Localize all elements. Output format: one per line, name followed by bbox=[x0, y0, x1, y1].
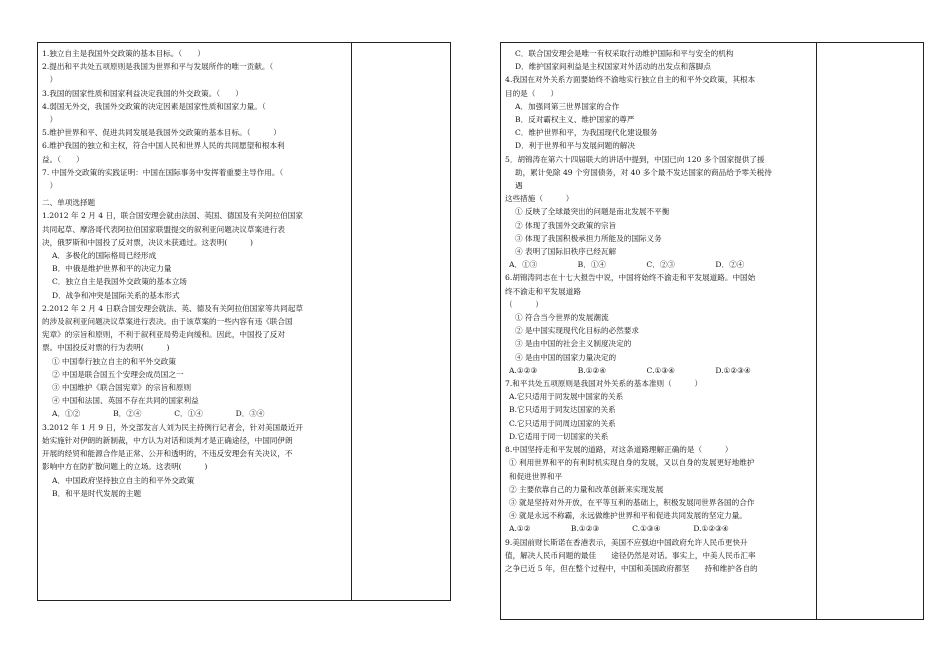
q1-option-a: A．多极化的国际格局已经形成 bbox=[52, 251, 157, 261]
q5-stem-line: 遇 bbox=[515, 181, 523, 191]
q2-choice-a: A．①② bbox=[52, 409, 81, 419]
q2-choice-b: B．②④ bbox=[113, 409, 142, 419]
q8-statement-4: ④ 就是永远不称霸，永远做维护世界和平和促进共同发展的坚定力量。 bbox=[509, 511, 747, 521]
q2-choice-d: D．③④ bbox=[235, 409, 265, 419]
q3-stem-line: 开展的经贸和能源合作是正常、公开和透明的，不违反安理会有关决议，不 bbox=[42, 449, 293, 459]
q2-stem-line: 2.2012 年 2 月 4 日联合国安理会就法、英、德及有关阿拉伯国家等共同起草 bbox=[42, 303, 303, 313]
judge-item-1: 1.独立自主是我国外交政策的基本目标。（ ） bbox=[42, 49, 205, 58]
q1-stem-line: 决，俄罗斯和中国投了反对票，决议未获通过。这表明( ) bbox=[42, 237, 253, 247]
q6-statement-1: ① 符合当今世界的发展潮流 bbox=[515, 313, 609, 323]
right-page-table bbox=[500, 42, 924, 620]
q3-option-c: C．联合国安理会是唯一有权采取行动维护国际和平与安全的机构 bbox=[515, 49, 734, 58]
q2-statement-2: ② 中国是联合国五个安理会成员国之一 bbox=[52, 369, 184, 379]
q7-option-d: D.它适用于同一切国家的关系 bbox=[509, 431, 609, 441]
q6-stem-line: （ ） bbox=[505, 299, 543, 309]
q8-stem-line: 8.中国坚持走和平发展的道路，对这条道路理解正确的是（ ） bbox=[505, 445, 733, 455]
judge-item-4-cont: ） bbox=[42, 115, 58, 125]
question-7 bbox=[505, 377, 812, 443]
q6-choices bbox=[505, 364, 812, 377]
q6-stem-line: 终不渝走和平发展道路 bbox=[505, 286, 581, 296]
q2-choices bbox=[42, 407, 347, 420]
q7-option-c: C.它只适用于同周边国家的关系 bbox=[509, 418, 616, 428]
q5-statement-1: ① 反映了全球最突出的问题是南北发展不平衡 bbox=[515, 207, 670, 217]
q4-option-c: C．维护世界和平，为我国现代化建设服务 bbox=[515, 128, 658, 138]
q5-statement-3: ③ 体现了我国积极承担力所能及的国际义务 bbox=[515, 233, 662, 243]
q1-option-d: D．战争和冲突是国际关系的基本形式 bbox=[52, 290, 180, 300]
q1-stem-line: 1.2012 年 2 月 4 日，联合国安理会就由法国、英国、德国及有关阿拉伯国家 bbox=[42, 211, 303, 221]
q7-option-b: B.它只适用于同发达国家的关系 bbox=[509, 405, 616, 415]
left-notes-cell bbox=[350, 43, 450, 600]
q4-stem-line: 4.我国在对外关系方面要始终不渝地实行独立自主的和平外交政策，其根本 bbox=[505, 75, 756, 85]
q8-choice-b: B.①②③ bbox=[570, 524, 600, 534]
q6-choice-c: C.①③④ bbox=[646, 365, 675, 375]
judge-item-5: 5.维护世界和平、促进共同发展是我国外交政策的基本目标。（ ） bbox=[42, 128, 281, 138]
right-notes-cell bbox=[815, 43, 923, 619]
question-9 bbox=[505, 536, 812, 576]
q4-option-d: D．利于世界和平与发展问题的解决 bbox=[515, 141, 635, 151]
q9-stem-line: 之争已近 5 年，但在整个过程中，中国和美国政府都坚 持和维护各自的 bbox=[505, 563, 758, 573]
q3-stem-line: 始实施针对伊朗的新制裁，中方认为对话和谈判才是正确途径，中国同伊朗 bbox=[42, 435, 293, 445]
q8-statement-2: ② 主要依靠自己的力量和改革创新来实现发展 bbox=[509, 484, 664, 494]
judge-item-6: 6.维护我国的独立和主权，符合中国人民和世界人民的共同愿望和根本利 bbox=[42, 141, 285, 151]
q3-option-a: A．中国政府坚持独立自主的和平外交政策 bbox=[52, 475, 195, 485]
q8-choice-a: A.①② bbox=[509, 524, 531, 534]
q7-option-a: A.它只适用于同发展中国家的关系 bbox=[509, 392, 624, 402]
judge-item-4: 4.弱国无外交，我国外交政策的决定因素是国家性质和国家力量。（ bbox=[42, 101, 266, 111]
q1-stem-line: 共同起草、摩洛哥代表阿拉伯国家联盟提交的叙利亚问题决议草案进行表 bbox=[42, 224, 285, 234]
q8-statement-1-cont: 和促进世界和平 bbox=[509, 471, 563, 481]
judge-item-2: 2.提出和平共处五项原则是我国为世界和平与发展所作的唯一贡献。（ bbox=[42, 62, 274, 72]
q9-stem-line: 值，解决人民币问题的最佳 途径仍然是对话。事实上，中美人民币汇率 bbox=[505, 550, 756, 560]
question-4 bbox=[505, 73, 812, 152]
section-title: 二、单项选择题 bbox=[42, 198, 96, 208]
q2-choice-c: C．①④ bbox=[174, 409, 203, 419]
q6-statement-3: ③ 是由中国的社会主义制度决定的 bbox=[515, 339, 632, 349]
q8-statement-3: ③ 就是坚持对外开放，在平等互利的基础上，积极发展同世界各国的合作 bbox=[509, 497, 755, 507]
q7-stem-line: 7.和平共处五项原则是我国对外关系的基本准则（ ） bbox=[505, 379, 703, 389]
q5-choice-a: A．①③ bbox=[509, 260, 538, 270]
q5-choices bbox=[505, 258, 812, 271]
q9-stem-line: 9.美国前财长斯诺在香港表示，美国不应强迫中国政府允许人民币更快升 bbox=[505, 537, 748, 547]
q6-stem-line: 6.胡锦涛同志在十七大报告中说，中国将始终不渝走和平发展道路。中国始 bbox=[505, 273, 756, 283]
q8-choice-c: C.①③④ bbox=[632, 524, 661, 534]
q6-statement-4: ④ 是由中国的国家力量决定的 bbox=[515, 352, 617, 362]
q5-choice-c: C．②③ bbox=[646, 260, 676, 270]
question-3 bbox=[42, 421, 347, 500]
left-content-cell bbox=[38, 43, 352, 600]
q3-option-b: B．和平是时代发展的主题 bbox=[52, 488, 142, 498]
q5-stem-line: 这些措施（ ） bbox=[505, 194, 574, 204]
q5-choice-b: B．①④ bbox=[577, 260, 607, 270]
judge-item-7: 7. 中国外交政策的实践证明：中国在国际事务中发挥着重要主导作用。（ bbox=[42, 167, 284, 177]
q2-stem-line: 的涉及叙利亚问题决议草案进行表决。由于该草案的一些内容有违《联合国 bbox=[42, 317, 293, 327]
q8-choices bbox=[505, 522, 812, 535]
q5-stem-line: 助，累计免除 49 个穷国债务，对 40 多个最不发达国家的商品给予零关税待 bbox=[515, 167, 772, 177]
question-8 bbox=[505, 443, 812, 535]
q6-choice-a: A.①②③ bbox=[509, 365, 538, 375]
q8-choice-d: D.①②③④ bbox=[693, 524, 729, 534]
q4-option-b: B．反对霸权主义、维护国家的尊严 bbox=[515, 115, 635, 125]
q2-stem-line: 宪章》的宗旨和原则，不利于叙利亚局势走向缓和。因此，中国投了反对 bbox=[42, 330, 285, 340]
q5-choice-d: D．②④ bbox=[715, 260, 745, 270]
judge-item-7-cont: ） bbox=[42, 181, 58, 191]
q1-option-c: C．独立自主是我国外交政策的基本立场 bbox=[52, 277, 187, 287]
q5-statement-2: ② 体现了我国外交政策的宗旨 bbox=[515, 220, 617, 230]
q8-statement-1: ① 利用世界和平的有利时机实现自身的发展，又以自身的发展更好地维护 bbox=[509, 458, 755, 468]
judge-item-3: 3.我国的国家性质和国家利益决定我国的外交政策。（ ） bbox=[42, 88, 243, 98]
q3-stem-line: 影响中方在防扩散问题上的立场。这表明( ) bbox=[42, 462, 208, 472]
q1-option-b: B．中俄是维护世界和平的决定力量 bbox=[52, 264, 172, 274]
judge-item-6-cont: 益。（ ） bbox=[42, 154, 84, 164]
question-1 bbox=[42, 209, 347, 301]
q3-stem-line: 3.2012 年 1 月 9 日，外交部发言人刘为民主持例行记者会，针对美国最近开 bbox=[42, 422, 303, 432]
q4-option-a: A．加强同第三世界国家的合作 bbox=[515, 101, 620, 111]
q2-statement-3: ③ 中国维护《联合国宪章》的宗旨和原则 bbox=[52, 383, 192, 393]
right-content-cell bbox=[501, 43, 817, 619]
q6-statement-2: ② 是中国实现现代化目标的必然要求 bbox=[515, 326, 639, 336]
q4-stem-line: 目的是（ ） bbox=[505, 88, 559, 98]
q6-choice-b: B.①②④ bbox=[577, 365, 607, 375]
left-page-table bbox=[37, 42, 451, 601]
q2-statement-4: ④ 中国和法国、英国不存在共同的国家利益 bbox=[52, 396, 199, 406]
true-false-questions bbox=[42, 47, 347, 192]
q5-stem-line: 5．胡锦涛在第六十四届联大的讲话中提到，中国已向 120 多个国家提供了援 bbox=[505, 154, 765, 164]
q2-stem-line: 票。中国投反对票的行为表明( ) bbox=[42, 343, 170, 353]
q6-choice-d: D.①②③④ bbox=[715, 365, 751, 375]
q5-statement-4: ④ 表明了国际旧秩序已经瓦解 bbox=[515, 247, 617, 257]
q3-option-d: D．维护国家间利益是主权国家对外活动的出发点和落脚点 bbox=[515, 62, 711, 72]
question-6 bbox=[505, 271, 812, 377]
q2-statement-1: ① 中国奉行独立自主的和平外交政策 bbox=[52, 356, 176, 366]
judge-item-2-cont: ） bbox=[42, 75, 58, 85]
question-5 bbox=[505, 153, 812, 272]
question-2 bbox=[42, 302, 347, 421]
